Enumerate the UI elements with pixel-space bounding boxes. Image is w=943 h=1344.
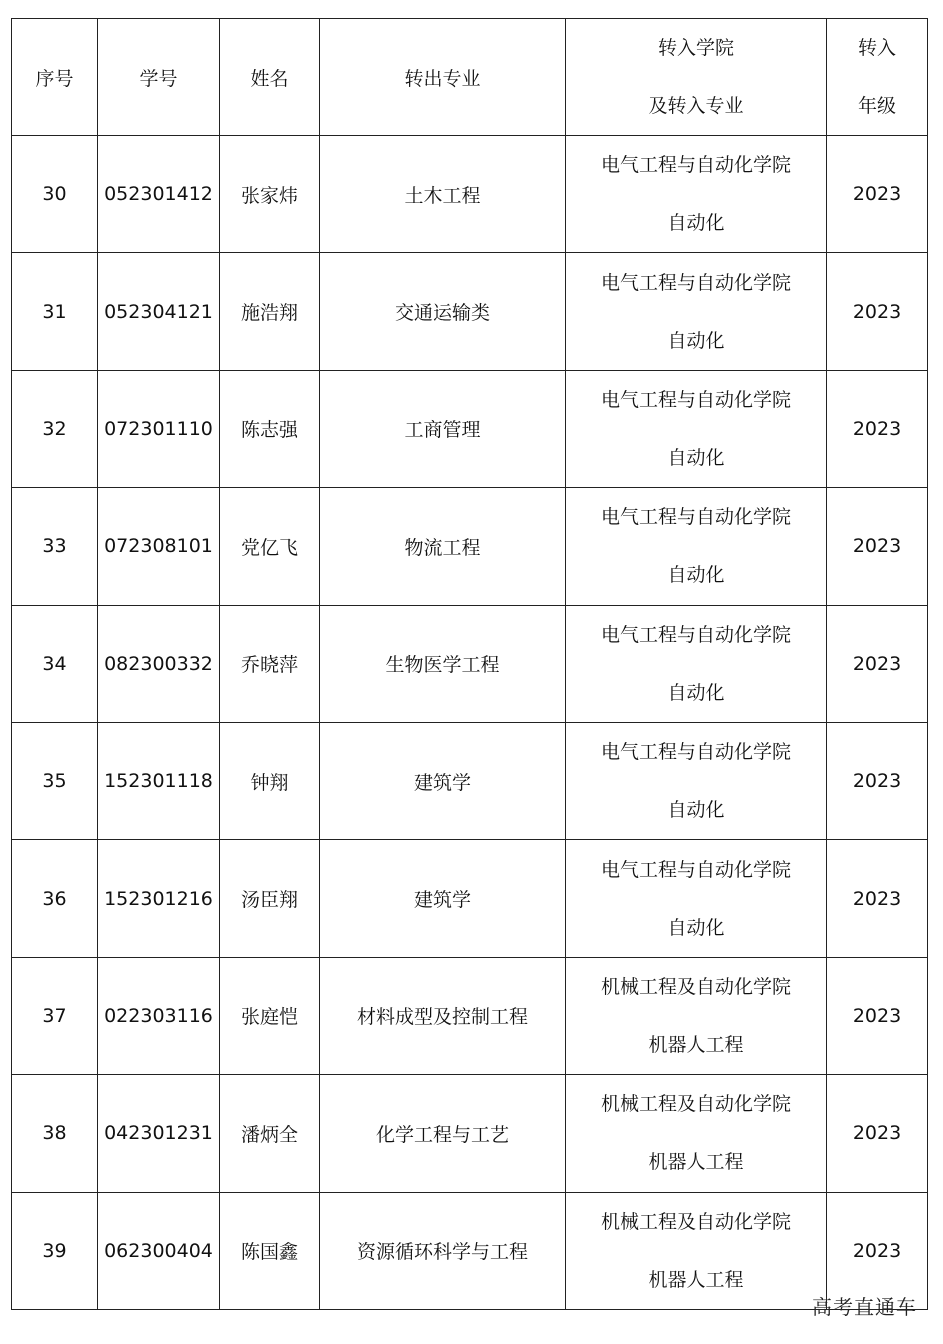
student-id-cell: 062300404 [98,1192,220,1309]
college-name: 电气工程与自动化学院 [600,271,791,294]
table-row [12,605,928,722]
student-id-cell: 152301118 [98,722,220,839]
header-grade [827,19,928,136]
name-cell: 党亿飞 [220,488,320,605]
college-name: 电气工程与自动化学院 [600,741,791,764]
seq-cell: 39 [12,1192,98,1309]
name-cell: 陈志强 [220,370,320,487]
table-row [12,253,928,370]
to-college-cell [566,253,827,370]
to-college-cell [566,840,827,957]
seq-cell: 36 [12,840,98,957]
table-body [12,136,928,1310]
student-id-cell: 152301216 [98,840,220,957]
seq-cell: 33 [12,488,98,605]
student-id-cell: 082300332 [98,605,220,722]
from-major-cell: 资源循环科学与工程 [320,1192,566,1309]
student-id-cell: 052301412 [98,136,220,253]
table-row [12,488,928,605]
table-row [12,957,928,1074]
major-name: 自动化 [667,681,725,704]
from-major-cell: 物流工程 [320,488,566,605]
student-id-cell: 072308101 [98,488,220,605]
college-name: 电气工程与自动化学院 [600,388,791,411]
from-major-cell: 生物医学工程 [320,605,566,722]
seq-cell: 34 [12,605,98,722]
table-row [12,840,928,957]
student-id-cell: 072301110 [98,370,220,487]
grade-cell: 2023 [827,722,928,839]
table-row [12,1192,928,1309]
table-row [12,136,928,253]
seq-cell: 38 [12,1075,98,1192]
major-name: 机器人工程 [648,1033,744,1056]
header-grade-line1: 转入 [857,37,896,59]
header-to-college-line1: 转入学院 [657,37,734,59]
from-major-cell: 工商管理 [320,370,566,487]
name-cell: 钟翔 [220,722,320,839]
grade-cell: 2023 [827,957,928,1074]
major-name: 自动化 [667,799,725,822]
header-from-major: 转出专业 [320,19,566,136]
from-major-cell: 建筑学 [320,722,566,839]
college-name: 电气工程与自动化学院 [600,506,791,529]
seq-cell: 35 [12,722,98,839]
college-name: 电气工程与自动化学院 [600,623,791,646]
name-cell: 张庭恺 [220,957,320,1074]
major-name: 自动化 [667,446,725,469]
table-row [12,722,928,839]
seq-cell: 31 [12,253,98,370]
from-major-cell: 化学工程与工艺 [320,1075,566,1192]
from-major-cell: 建筑学 [320,840,566,957]
major-name: 机器人工程 [648,1151,744,1174]
to-college-cell [566,957,827,1074]
transfer-table [11,18,928,1310]
student-id-cell: 022303116 [98,957,220,1074]
to-college-cell [566,370,827,487]
header-to-college [566,19,827,136]
grade-cell: 2023 [827,1075,928,1192]
major-name: 自动化 [667,916,725,939]
to-college-cell [566,488,827,605]
name-cell: 潘炳全 [220,1075,320,1192]
name-cell: 汤臣翔 [220,840,320,957]
grade-cell: 2023 [827,840,928,957]
seq-cell: 30 [12,136,98,253]
to-college-cell [566,722,827,839]
college-name: 机械工程及自动化学院 [600,975,791,998]
grade-cell: 2023 [827,253,928,370]
major-name: 自动化 [667,329,725,352]
header-seq: 序号 [12,19,98,136]
header-grade-line2: 年级 [857,95,896,117]
name-cell: 乔晓萍 [220,605,320,722]
from-major-cell: 土木工程 [320,136,566,253]
grade-cell: 2023 [827,1192,928,1309]
major-name: 机器人工程 [648,1268,744,1291]
header-to-college-line2: 及转入专业 [648,95,744,117]
from-major-cell: 交通运输类 [320,253,566,370]
college-name: 机械工程及自动化学院 [600,1093,791,1116]
major-name: 自动化 [667,212,725,235]
college-name: 机械工程及自动化学院 [600,1210,791,1233]
college-name: 电气工程与自动化学院 [600,858,791,881]
name-cell: 施浩翔 [220,253,320,370]
header-student-id: 学号 [98,19,220,136]
header-row [12,19,928,136]
name-cell: 陈国鑫 [220,1192,320,1309]
to-college-cell [566,1192,827,1309]
table-row [12,1075,928,1192]
table-row [12,370,928,487]
name-cell: 张家炜 [220,136,320,253]
grade-cell: 2023 [827,136,928,253]
grade-cell: 2023 [827,370,928,487]
seq-cell: 32 [12,370,98,487]
grade-cell: 2023 [827,605,928,722]
major-name: 自动化 [667,564,725,587]
to-college-cell [566,136,827,253]
seq-cell: 37 [12,957,98,1074]
college-name: 电气工程与自动化学院 [600,154,791,177]
student-id-cell: 042301231 [98,1075,220,1192]
from-major-cell: 材料成型及控制工程 [320,957,566,1074]
watermark: 高考直通车 [812,1295,917,1319]
to-college-cell [566,605,827,722]
grade-cell: 2023 [827,488,928,605]
student-id-cell: 052304121 [98,253,220,370]
to-college-cell [566,1075,827,1192]
header-name: 姓名 [220,19,320,136]
